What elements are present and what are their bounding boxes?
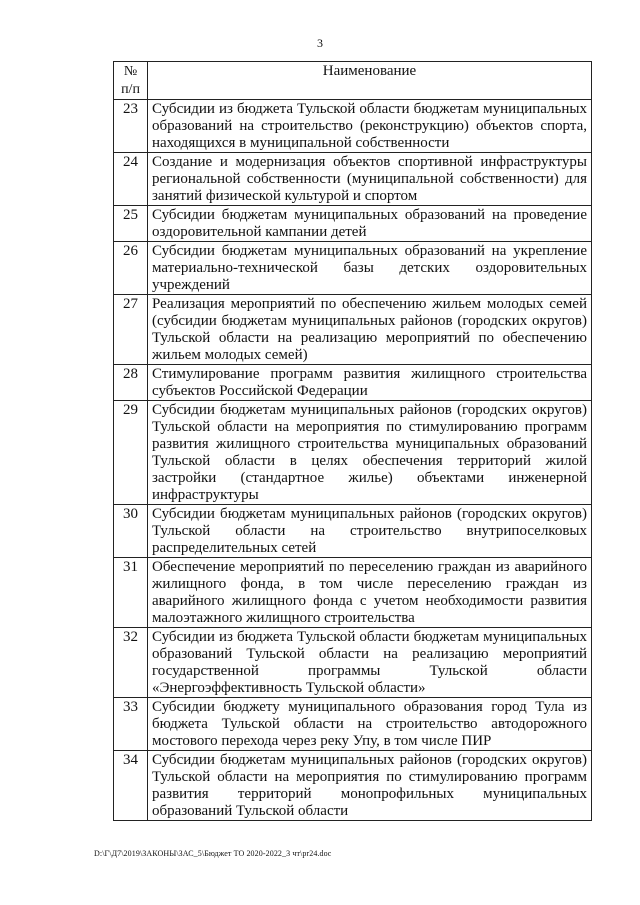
row-number: 34	[114, 751, 148, 821]
row-number: 29	[114, 401, 148, 505]
table-row	[114, 401, 592, 505]
table-row	[114, 206, 592, 242]
row-name: Создание и модернизация объектов спортивной инфраструктуры региональной собственности (муниципальной собственности) для занятий физической культурой и спортом	[148, 153, 592, 206]
row-number: 23	[114, 100, 148, 153]
row-number: 25	[114, 206, 148, 242]
table-row	[114, 153, 592, 206]
table-row	[114, 558, 592, 628]
row-number: 31	[114, 558, 148, 628]
table-row	[114, 628, 592, 698]
table-row	[114, 295, 592, 365]
row-number: 26	[114, 242, 148, 295]
table-body	[114, 100, 592, 821]
header-number: № п/п	[114, 62, 148, 100]
row-number: 27	[114, 295, 148, 365]
page-number: 3	[317, 36, 323, 50]
row-name: Субсидии бюджетам муниципальных районов (городских округов) Тульской области на строительство внутрипоселковых распределительных сетей	[148, 505, 592, 558]
table-row	[114, 100, 592, 153]
row-name: Субсидии из бюджета Тульской области бюджетам муниципальных образований Тульской области на реализацию мероприятий государственной программы Тульской области «Энергоэффективность Тульской области»	[148, 628, 592, 698]
table-row	[114, 365, 592, 401]
row-number: 32	[114, 628, 148, 698]
row-name: Стимулирование программ развития жилищного строительства субъектов Российской Федерации	[148, 365, 592, 401]
table-row	[114, 751, 592, 821]
footer-file-path: D:\Г\Д7\2019\ЗАКОНЫ\ЗАС_5\Бюджет ТО 2020-2022_3 чт\pr24.doc	[94, 849, 332, 858]
table-row	[114, 242, 592, 295]
row-name: Субсидии бюджетам муниципальных районов (городских округов) Тульской области на мероприятия по стимулированию программ развития территорий монопрофильных муниципальных образований Тульской области	[148, 751, 592, 821]
items-table	[113, 61, 592, 821]
table-row	[114, 698, 592, 751]
row-name: Субсидии из бюджета Тульской области бюджетам муниципальных образований на строительство (реконструкцию) объектов спорта, находящихся в муниципальной собственности	[148, 100, 592, 153]
row-name: Обеспечение мероприятий по переселению граждан из аварийного жилищного фонда, в том числе переселению граждан из аварийного жилищного фонда с учетом необходимости развития малоэтажного жилищного строительства	[148, 558, 592, 628]
row-name: Субсидии бюджетам муниципальных образований на укрепление материально-технической базы детских оздоровительных учреждений	[148, 242, 592, 295]
header-name: Наименование	[148, 62, 592, 100]
table-row	[114, 505, 592, 558]
row-name: Субсидии бюджетам муниципальных образований на проведение оздоровительной кампании детей	[148, 206, 592, 242]
row-name: Субсидии бюджетам муниципальных районов (городских округов) Тульской области на мероприятия по стимулированию программ развития жилищного строительства муниципальных образований Тульской области в целях обеспечения территорий жилой застройки (стандартное жилье) объектами инженерной инфраструктуры	[148, 401, 592, 505]
table-header-row	[114, 62, 592, 100]
row-name: Реализация мероприятий по обеспечению жильем молодых семей (субсидии бюджетам муниципальных районов (городских округов) Тульской области на реализацию мероприятий по обеспечению жильем молодых семей)	[148, 295, 592, 365]
row-number: 24	[114, 153, 148, 206]
row-number: 28	[114, 365, 148, 401]
row-number: 33	[114, 698, 148, 751]
row-name: Субсидии бюджету муниципального образования город Тула из бюджета Тульской области на строительство автодорожного мостового перехода через реку Упу, в том числе ПИР	[148, 698, 592, 751]
row-number: 30	[114, 505, 148, 558]
